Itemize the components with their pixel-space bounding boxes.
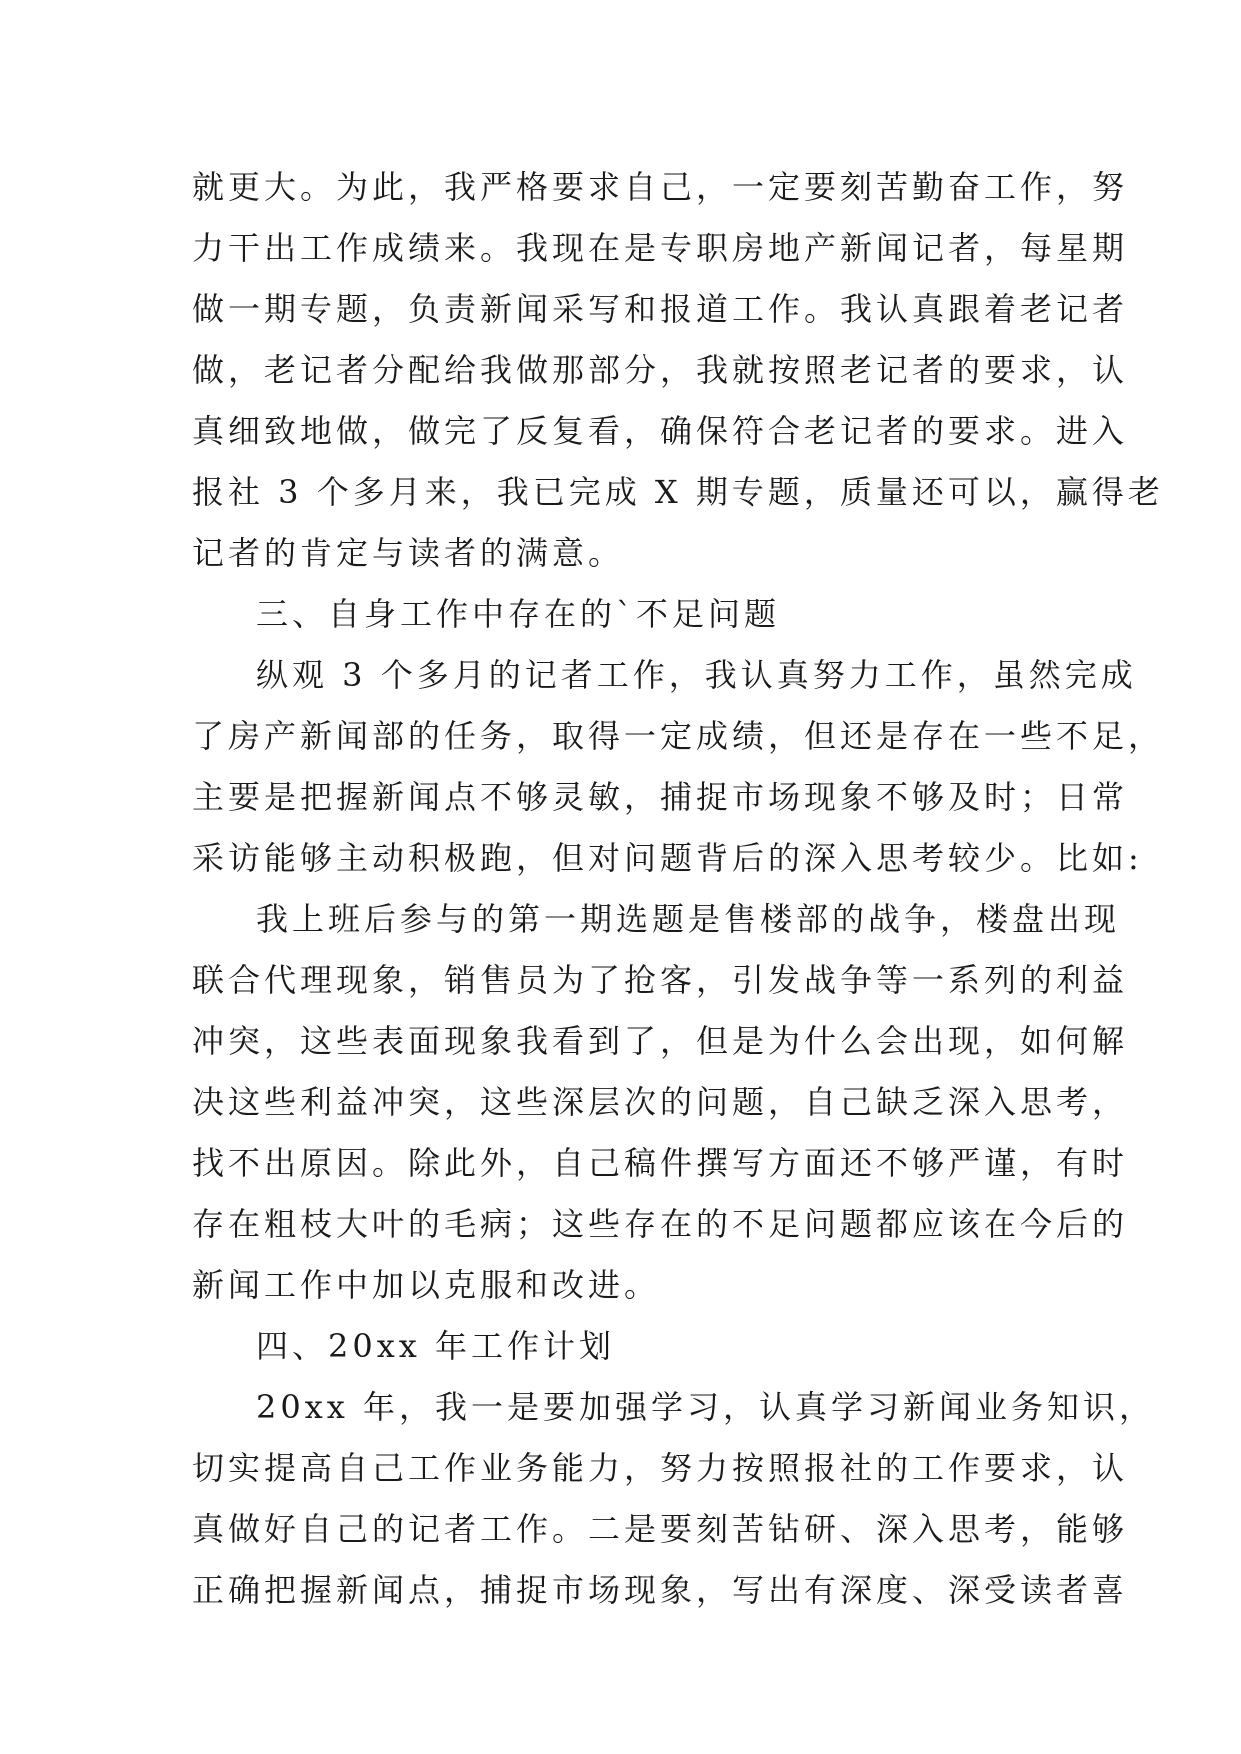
text-line: 真做好自己的记者工作。二是要刻苦钻研、深入思考，能够 (192, 1510, 1129, 1548)
text-line: 决这些利益冲突，这些深层次的问题，自己缺乏深入思考， (192, 1083, 1129, 1121)
section-heading-3: 三、自身工作中存在的`不足问题 (256, 595, 781, 633)
text-line: 采访能够主动积极跑，但对问题背后的深入思考较少。比如: (192, 839, 1143, 877)
text-line: 真细致地做，做完了反复看，确保符合老记者的要求。进入 (192, 412, 1129, 450)
section-heading-4: 四、20xx 年工作计划 (256, 1327, 615, 1365)
text-line: 新闻工作中加以克服和改进。 (192, 1266, 661, 1304)
text-line: 我上班后参与的第一期选题是售楼部的战争，楼盘出现 (256, 900, 1121, 938)
text-line: 正确把握新闻点，捕捉市场现象，写出有深度、深受读者喜 (192, 1571, 1129, 1609)
text-line: 冲突，这些表面现象我看到了，但是为什么会出现，如何解 (192, 1022, 1129, 1060)
text-line: 切实提高自己工作业务能力，努力按照报社的工作要求，认 (192, 1449, 1129, 1487)
text-line: 做，老记者分配给我做那部分，我就按照老记者的要求，认 (192, 351, 1129, 389)
text-line: 报社 3 个多月来，我已完成 X 期专题，质量还可以，赢得老 (192, 473, 1164, 511)
text-line: 了房产新闻部的任务，取得一定成绩，但还是存在一些不足， (192, 717, 1165, 755)
text-line: 找不出原因。除此外，自己稿件撰写方面还不够严谨，有时 (192, 1144, 1129, 1182)
text-line: 存在粗枝大叶的毛病；这些存在的不足问题都应该在今后的 (192, 1205, 1129, 1243)
text-line: 联合代理现象，销售员为了抢客，引发战争等一系列的利益 (192, 961, 1129, 999)
text-line: 记者的肯定与读者的满意。 (192, 534, 625, 572)
text-line: 力干出工作成绩来。我现在是专职房地产新闻记者，每星期 (192, 229, 1129, 267)
text-line: 主要是把握新闻点不够灵敏，捕捉市场现象不够及时；日常 (192, 778, 1129, 816)
text-line: 做一期专题，负责新闻采写和报道工作。我认真跟着老记者 (192, 290, 1129, 328)
text-line: 就更大。为此，我严格要求自己，一定要刻苦勤奋工作，努 (192, 168, 1129, 206)
text-line: 20xx 年，我一是要加强学习，认真学习新闻业务知识， (256, 1388, 1155, 1426)
document-body (192, 157, 1165, 1621)
text-line: 纵观 3 个多月的记者工作，我认真努力工作，虽然完成 (256, 656, 1137, 694)
